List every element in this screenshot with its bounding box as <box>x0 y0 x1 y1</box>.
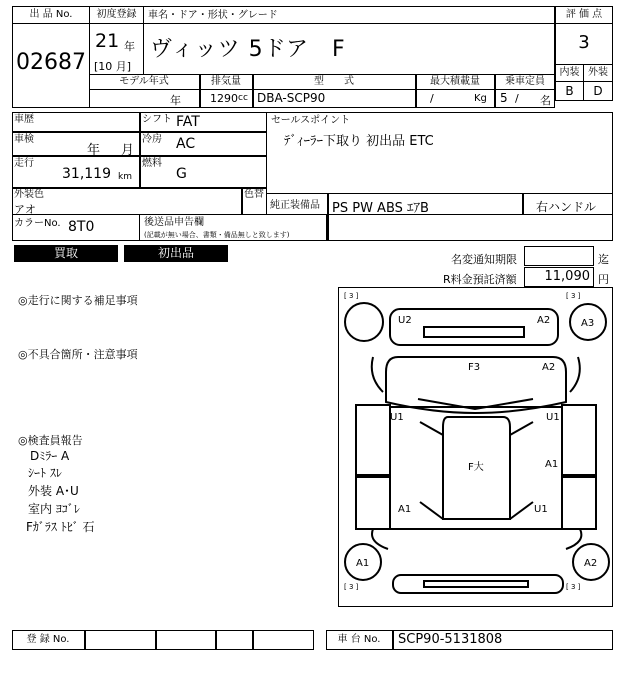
type-label: 型 式 <box>314 76 354 87</box>
mark-a2-side: A2 <box>542 362 556 373</box>
lot-no: 02687 <box>16 50 86 75</box>
car-body-icon <box>356 357 596 549</box>
deadline-unit: 迄 <box>598 253 609 266</box>
reg-no-divider-2 <box>155 630 157 650</box>
corner-right-bottom: [ 3 ] <box>566 583 581 591</box>
capacity-label: 乗車定員 <box>505 76 545 87</box>
max-load-label: 最大積載量 <box>430 76 480 87</box>
displacement-label: 排気量 <box>211 76 241 87</box>
reg-no-divider-4 <box>252 630 254 650</box>
max-load-sep: / <box>430 92 434 105</box>
mark-a3: A3 <box>581 318 595 329</box>
lot-no-label: 出 品 No. <box>29 9 73 20</box>
mark-u1-lower: U1 <box>534 504 548 515</box>
reg-no-divider-3 <box>215 630 217 650</box>
color-label: 外装色 <box>14 189 44 200</box>
mark-f3: F3 <box>468 362 481 373</box>
mark-u2: U2 <box>398 315 412 326</box>
inspector-line: 室内 ﾖｺﾞﾚ <box>28 502 80 516</box>
reg-no-label: 登 録 No. <box>26 634 70 645</box>
equipment-row-2 <box>327 214 613 241</box>
name-label: 車名・ドア・形状・グレード <box>148 10 278 21</box>
color: アオ <box>14 203 36 216</box>
inspection-year: 年 <box>87 143 101 158</box>
exterior-label: 外装 <box>588 67 608 78</box>
model-year-unit: 年 <box>170 94 181 107</box>
inspector-line: Dﾐﾗｰ A <box>30 449 70 463</box>
first-listing-badge: 初出品 <box>124 245 228 262</box>
inspector-line: Fｶﾞﾗｽ ﾄﾋﾞ 石 <box>26 520 95 534</box>
driving-label: ◎走行に関する補足事項 <box>18 294 138 307</box>
details-divider-v <box>139 112 141 188</box>
displacement-unit: cc <box>238 93 248 103</box>
first-reg-month: [10 月] <box>94 60 132 73</box>
mark-a2-rear: A2 <box>537 315 551 326</box>
max-load-unit: Kg <box>474 93 487 104</box>
history-label: 車歴 <box>14 114 34 125</box>
details-row-1 <box>12 131 267 133</box>
sales-point-label: セールスポイント <box>271 115 351 126</box>
grade: 3 <box>578 32 590 53</box>
capacity: 5 <box>500 91 508 105</box>
mileage: 31,119 <box>62 166 111 182</box>
equipment-divider-2 <box>522 193 524 215</box>
steering: 右ハンドル <box>536 200 597 214</box>
inspector-line: 外装 A･U <box>28 484 79 498</box>
details-row-3 <box>12 187 267 189</box>
mark-a2-wheel: A2 <box>584 558 598 569</box>
corner-left-bottom: [ 3 ] <box>344 583 359 591</box>
front-bumper-icon <box>393 575 563 593</box>
grade-label: 評 価 点 <box>565 9 603 20</box>
buy-badge: 買取 <box>14 245 118 262</box>
wheel-icon <box>345 303 383 341</box>
interior: B <box>565 84 574 98</box>
doc-label: 後送品申告欄 <box>144 217 204 228</box>
car-condition-diagram <box>338 287 613 607</box>
equipment: PS PW ABS ｴｱB <box>332 201 429 216</box>
mark-a1-left: A1 <box>398 504 412 515</box>
sales-point: ﾃﾞｨｰﾗｰ下取り 初出品 ETC <box>284 134 434 149</box>
color-change-divider <box>241 187 243 215</box>
shift: FAT <box>176 114 200 130</box>
recycle-unit: 円 <box>598 273 609 286</box>
mileage-unit: km <box>118 172 132 182</box>
chassis: SCP90-5131808 <box>398 632 503 647</box>
displacement: 1290 <box>210 92 238 105</box>
mark-a1-wheel: A1 <box>356 558 370 569</box>
color-no-label: カラーNo. <box>14 218 61 229</box>
car-name: ヴィッツ 5ドア F <box>150 37 346 62</box>
deadline-label: 名変通知期限 <box>451 253 517 266</box>
inspector-line: ｼｰﾄ ｽﾚ <box>28 466 62 480</box>
mileage-label: 走行 <box>14 158 34 169</box>
mark-f-large: F大 <box>468 462 484 473</box>
capacity-sep: / <box>515 92 519 105</box>
inspector-label: ◎検査員報告 <box>18 434 83 447</box>
color-no: 8T0 <box>68 219 95 235</box>
ac-label: 冷房 <box>142 134 162 145</box>
fuel: G <box>176 166 187 182</box>
inspection-label: 車検 <box>14 134 34 145</box>
model-year-label: モデル年式 <box>119 76 169 87</box>
details-row-2 <box>12 155 267 157</box>
defects-label: ◎不具合箇所・注意事項 <box>18 348 138 361</box>
corner-right-top: [ 3 ] <box>566 292 581 300</box>
fuel-label: 燃料 <box>142 158 162 169</box>
exterior: D <box>593 84 603 98</box>
mark-a1-right: A1 <box>545 459 559 470</box>
deadline-cell <box>524 246 594 266</box>
rear-bumper-icon <box>390 309 558 345</box>
recycle: 11,090 <box>544 269 590 284</box>
shift-label: シフト <box>142 114 172 125</box>
color-change-label: 色替 <box>244 189 264 200</box>
recycle-label: R料金預託済額 <box>443 273 517 286</box>
doc-note: (記載が無い場合、書類・備品無しと致します) <box>144 231 290 239</box>
reg-no-divider-1 <box>84 630 86 650</box>
ac: AC <box>176 136 196 152</box>
first-reg-label: 初度登録 <box>96 9 137 20</box>
mark-u1-right: U1 <box>546 412 560 423</box>
capacity-unit: 名 <box>540 94 551 107</box>
corner-left-top: [ 3 ] <box>344 292 359 300</box>
chassis-divider <box>392 630 394 650</box>
type: DBA-SCP90 <box>257 91 326 105</box>
chassis-label: 車 台 No. <box>337 634 381 645</box>
equipment-label: 純正装備品 <box>270 200 320 211</box>
first-reg-year-unit: 年 <box>124 40 135 53</box>
mark-u1-left: U1 <box>390 412 404 423</box>
interior-label: 内装 <box>559 67 580 78</box>
first-reg-year: 21 <box>95 30 120 52</box>
inspection-month: 月 <box>121 143 135 158</box>
